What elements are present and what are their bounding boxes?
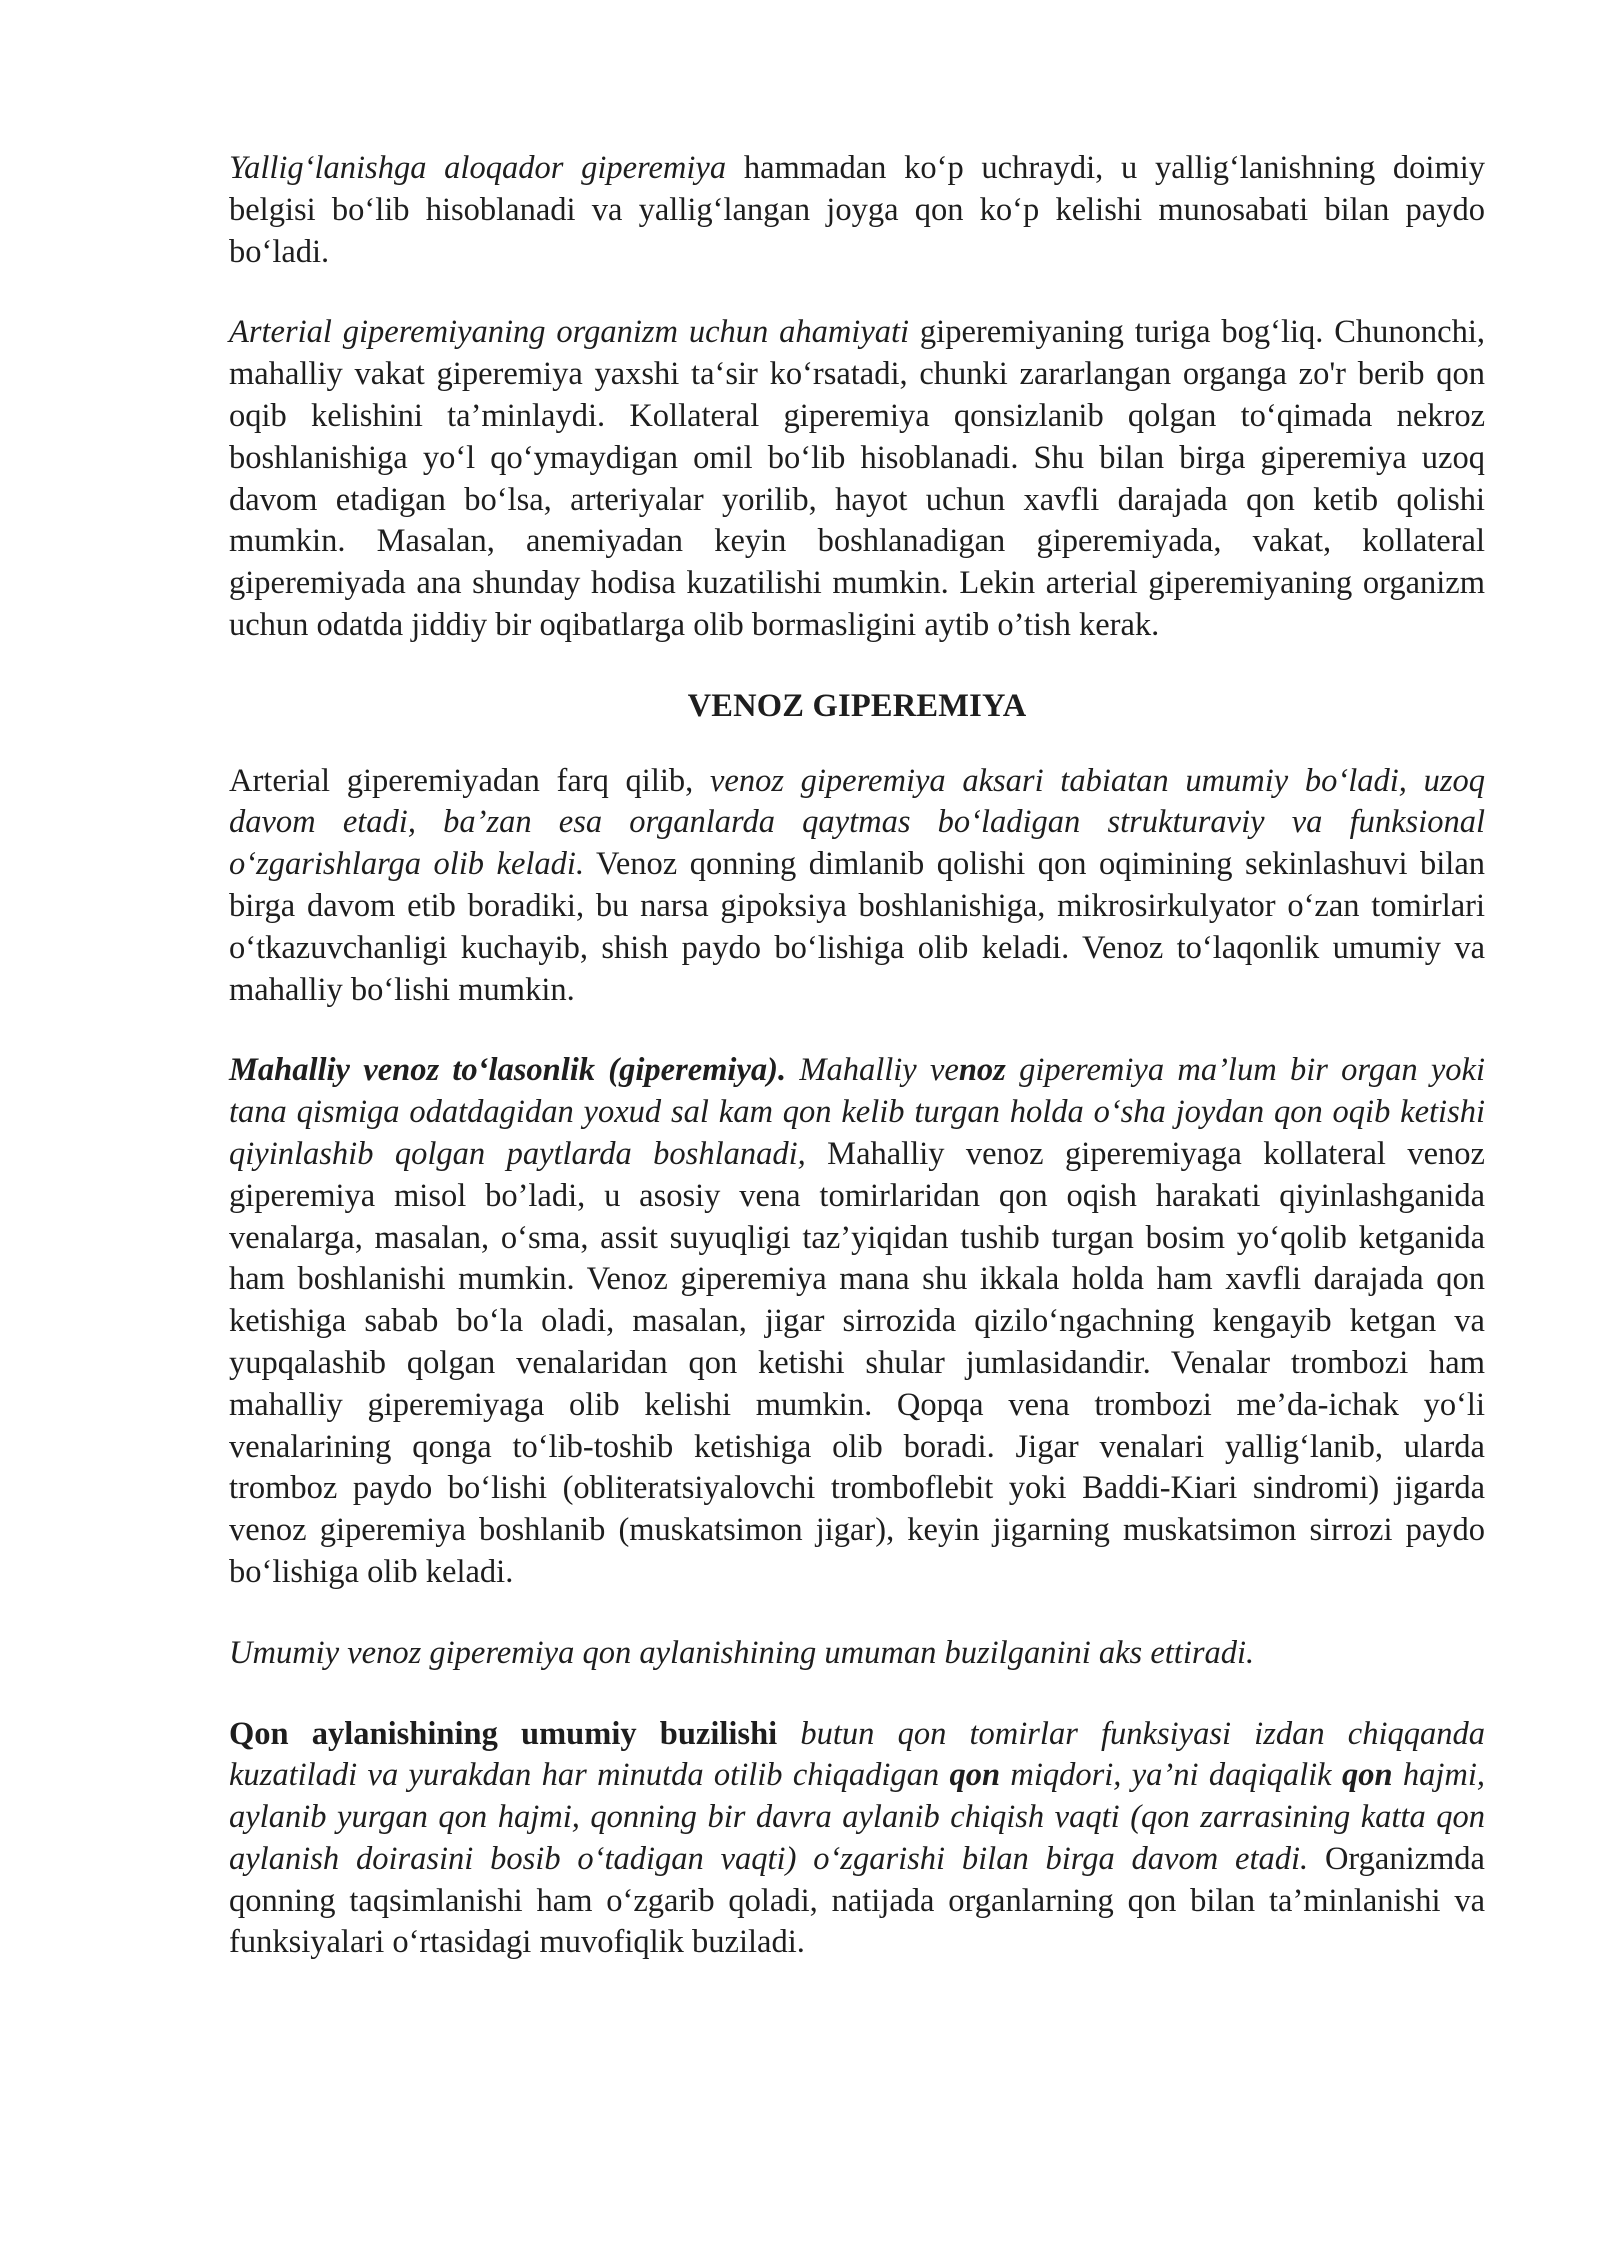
italic-text: hajmi, aylanib yurgan qon hajmi, qonning bir davra aylanib chiqish vaqti (qon zarrasining katta qon aylanish doirasini bosib o‘tadigan vaqti) o‘zgarishi bilan birga davom etadi. <box>229 1757 1485 1877</box>
italic-lead: Yallig‘lanishga aloqador giperemiya <box>229 150 727 186</box>
paragraph-arterial-significance <box>229 312 1485 646</box>
bold-italic-text: qon <box>949 1757 1001 1794</box>
paragraph-text: Venoz qonning dimlanib qolishi qon oqimining sekinlashuvi bilan birga davom etib boradiki, bu narsa gipoksiya boshlanishiga, mikrosirkulyator o‘zan tomirlari o‘tkazuvchanligi kuchayib, shish paydo bo‘lishiga olib keladi. Venoz to‘laqonlik umumiy va mahalliy bo‘lishi mumkin. <box>229 846 1485 1008</box>
paragraph-text: giperemiyaning turiga bog‘liq. Chunonchi, mahalliy vakat giperemiya yaxshi ta‘sir ko‘rsatadi, chunki zararlangan organga zo'r berib qon oqib kelishini ta’minlaydi. Kollateral giperemiya qonsizlanib qolgan to‘qimada nekroz boshlanishiga yo‘l qo‘ymaydigan omil bo‘lib hisoblanadi. Shu bilan birga giperemiya uzoq davom etadigan bo‘lsa, arteriyalar yorilib, hayot uchun xavfli darajada qon ketib qolishi mumkin. Masalan, anemiyadan keyin boshlanadigan giperemiyada, vakat, kollateral giperemiyada ana shunday hodisa kuzatilishi mumkin. Lekin arterial giperemiyaning organizm uchun odatda jiddiy bir oqibatlarga olib bormasligini aytib o’tish kerak. <box>229 314 1485 643</box>
italic-text: venoz giperemiya aksari tabiatan umumiy bo‘ladi, uzoq davom etadi, ba’zan esa organlarda qaytmas bo‘ladigan strukturaviy va funksional o‘zgarishlarga olib keladi. <box>229 762 1485 883</box>
document-page <box>229 148 1485 2003</box>
section-heading: VENOZ GIPEREMIYA <box>687 687 1027 724</box>
paragraph-general-venous <box>229 1633 1485 1675</box>
paragraph-circulation-disorder <box>229 1714 1485 1965</box>
paragraph-text: Arterial giperemiyadan farq qilib, <box>229 762 710 799</box>
paragraph-local-venous <box>229 1050 1485 1593</box>
bold-lead: Qon aylanishining umumiy buzilishi <box>229 1715 778 1752</box>
italic-text: Mahalliy ve <box>786 1052 959 1089</box>
paragraph-text: hammadan ko‘p uchraydi, u yallig‘lanishning doimiy belgisi bo‘lib hisoblanadi va yallig‘langan joyga qon ko‘p kelishi munosabati bilan paydo bo‘ladi. <box>229 150 1486 270</box>
italic-text: giperemiya ma’lum bir organ yoki tana qismiga odatdagidan yoxud sal kam qon kelib turgan holda o‘sha joydan qon oqib ketishi qiyinlashib qolgan paytlarda boshlanadi, <box>229 1052 1485 1172</box>
bold-italic-text: noz <box>958 1052 1006 1089</box>
paragraph-venous-intro <box>229 761 1485 1012</box>
bold-italic-lead: Mahalliy venoz to‘lasonlik (giperemiya). <box>229 1052 787 1089</box>
paragraph-text: Organizmda qonning taqsimlanishi ham o‘zgarib qoladi, natijada organlarning qon bilan ta’minlanishi va funksiyalari o‘rtasidagi muvofiqlik buziladi. <box>229 1840 1485 1961</box>
paragraph-inflammatory-hyperemia <box>229 148 1485 273</box>
paragraph-text: Mahalliy venoz giperemiyaga kollateral venoz giperemiya misol bo’ladi, u asosiy vena tomirlaridan qon oqish harakati qiyinlashganida venalarga, masalan, o‘sma, assit suyuqligi taz’yiqidan tushib turgan bosim yo‘qolib ketganida ham boshlanishi mumkin. Venoz giperemiya mana shu ikkala holda ham xavfli darajada qon ketishiga sabab bo‘la oladi, masalan, jigar sirrozida qizilo‘ngachning kengayib ketgan va yupqalashib qolgan venalaridan qon ketishi shular jumlasidandir. Venalar trombozi ham mahalliy giperemiyaga olib kelishi mumkin. Qopqa vena trombozi me’da-ichak yo‘li venalarining qonga to‘lib-toshib ketishiga olib boradi. Jigar venalari yallig‘lanib, ularda tromboz paydo bo‘lishi (obliteratsiyalovchi tromboflebit yoki Baddi-Kiari sindromi) jigarda venoz giperemiya boshlanib (muskatsimon jigar), keyin jigarning muskatsimon sirrozi paydo bo‘lishiga olib keladi. <box>229 1135 1485 1590</box>
italic-text: Umumiy venoz giperemiya qon aylanishining umuman buzilganini aks ettiradi. <box>229 1634 1255 1671</box>
italic-text: butun qon tomirlar funksiyasi izdan chiqqanda kuzatiladi va yurakdan har minutda otilib chiqadigan <box>229 1715 1485 1794</box>
bold-italic-text: qon <box>1341 1757 1393 1794</box>
italic-lead: Arterial giperemiyaning organizm uchun ahamiyati <box>229 314 910 351</box>
italic-text: miqdori, ya’ni daqiqalik <box>1000 1757 1342 1794</box>
